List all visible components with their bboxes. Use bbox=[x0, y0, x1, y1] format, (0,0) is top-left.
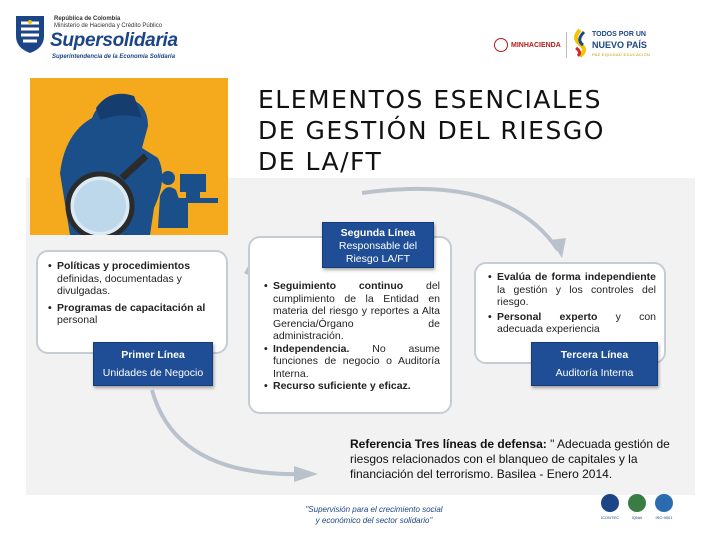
supersolidaria-shield-icon bbox=[12, 14, 48, 54]
reference-rest: " Adecuada gestión de riesgos relacionados con el blanqueo de capitales y la financiación del terrorismo. Basilea - Enero 2014. bbox=[350, 437, 670, 481]
todos-por-un-nuevo-pais-logo bbox=[570, 26, 650, 62]
slide-title-line-3: DE LA/FT bbox=[258, 147, 383, 176]
item-bold: Seguimiento continuo bbox=[273, 280, 404, 292]
item-bold: Políticas y procedimientos bbox=[57, 260, 191, 272]
item-bold: Independencia. bbox=[273, 342, 350, 355]
list-item bbox=[264, 380, 440, 393]
list-item bbox=[488, 311, 656, 336]
item-bold: Personal experto bbox=[497, 310, 598, 323]
primera-linea-panel bbox=[36, 250, 228, 354]
segunda-linea-sub-1: Responsable del bbox=[323, 240, 433, 253]
icontec-label: ICONTEC bbox=[601, 515, 619, 520]
list-item bbox=[264, 343, 440, 381]
tpnp-line2: NUEVO PAÍS bbox=[592, 40, 647, 50]
minhacienda-logo bbox=[494, 36, 566, 54]
iso-label: ISO 9001 bbox=[655, 515, 673, 520]
iqnet-seal-icon bbox=[628, 494, 646, 512]
slide-title-line-2: DE GESTIÓN DEL RIESGO bbox=[258, 116, 605, 145]
minhacienda-seal-icon bbox=[494, 38, 508, 52]
tercera-linea-title: Tercera Línea bbox=[560, 349, 629, 361]
reference-text bbox=[350, 437, 688, 482]
tercera-linea-sub: Auditoría Interna bbox=[555, 367, 634, 379]
item-text: No asume funciones de negocio o Auditoría Interna. bbox=[273, 342, 440, 380]
slide-title bbox=[258, 84, 698, 177]
segunda-linea-tag bbox=[322, 222, 434, 268]
footer-slogan bbox=[290, 504, 458, 526]
iqnet-label: IQNet bbox=[631, 515, 643, 520]
primera-linea-sub: Unidades de Negocio bbox=[102, 367, 204, 379]
tpnp-line1: TODOS POR UN bbox=[592, 31, 646, 38]
tercera-linea-tag bbox=[531, 342, 658, 386]
segunda-linea-sub-2: Riesgo LA/FT bbox=[323, 253, 433, 266]
header-divider bbox=[566, 32, 567, 58]
item-text: y con adecuada experiencia bbox=[497, 310, 657, 335]
list-item bbox=[488, 271, 656, 309]
icontec-logo bbox=[598, 494, 622, 530]
footer-slogan-line-2: y económico del sector solidario" bbox=[315, 516, 433, 525]
tpnp-line3: PAZ EQUIDAD EDUCACIÓN bbox=[592, 52, 651, 57]
tricolor-swirl-icon bbox=[570, 28, 590, 58]
org-name: Supersolidaria bbox=[50, 30, 178, 51]
certification-logos bbox=[598, 494, 676, 530]
iso-seal-icon bbox=[655, 494, 673, 512]
item-bold: Recurso suficiente y eficaz. bbox=[273, 380, 411, 392]
org-ministry-line: Ministerio de Hacienda y Crédito Público bbox=[54, 23, 163, 29]
footer-slogan-line-1: "Supervisión para el crecimiento social bbox=[305, 505, 443, 514]
item-text: del cumplimiento de la Entidad en materia del riesgo y reportes a Alta Gerencia/Órgano de administración. bbox=[273, 280, 440, 342]
segunda-linea-title: Segunda Línea bbox=[340, 227, 416, 239]
iqnet-logo bbox=[625, 494, 649, 530]
icontec-seal-icon bbox=[601, 494, 619, 512]
item-text: la gestión y los controles del riesgo. bbox=[497, 283, 656, 308]
primera-linea-tag bbox=[93, 342, 213, 386]
slide-title-line-1: ELEMENTOS ESENCIALES bbox=[258, 85, 603, 114]
primera-linea-title: Primer Línea bbox=[121, 349, 185, 361]
reference-bold: Referencia Tres líneas de defensa: bbox=[350, 437, 547, 451]
item-text: personal bbox=[57, 314, 98, 326]
iso-logo bbox=[652, 494, 676, 530]
item-text: definidas, documentadas y divulgadas. bbox=[57, 272, 182, 297]
supersolidaria-logo bbox=[12, 10, 182, 65]
item-bold: Evalúa de forma independiente bbox=[497, 271, 656, 283]
org-country-line: República de Colombia bbox=[54, 16, 121, 22]
item-bold: Programas de capacitación al bbox=[57, 301, 206, 314]
list-item bbox=[48, 260, 218, 298]
list-item bbox=[264, 280, 440, 343]
list-item bbox=[48, 302, 218, 327]
org-subtitle: Superintendencia de la Economía Solidaria bbox=[52, 54, 176, 60]
minhacienda-label: MINHACIENDA bbox=[511, 41, 561, 49]
